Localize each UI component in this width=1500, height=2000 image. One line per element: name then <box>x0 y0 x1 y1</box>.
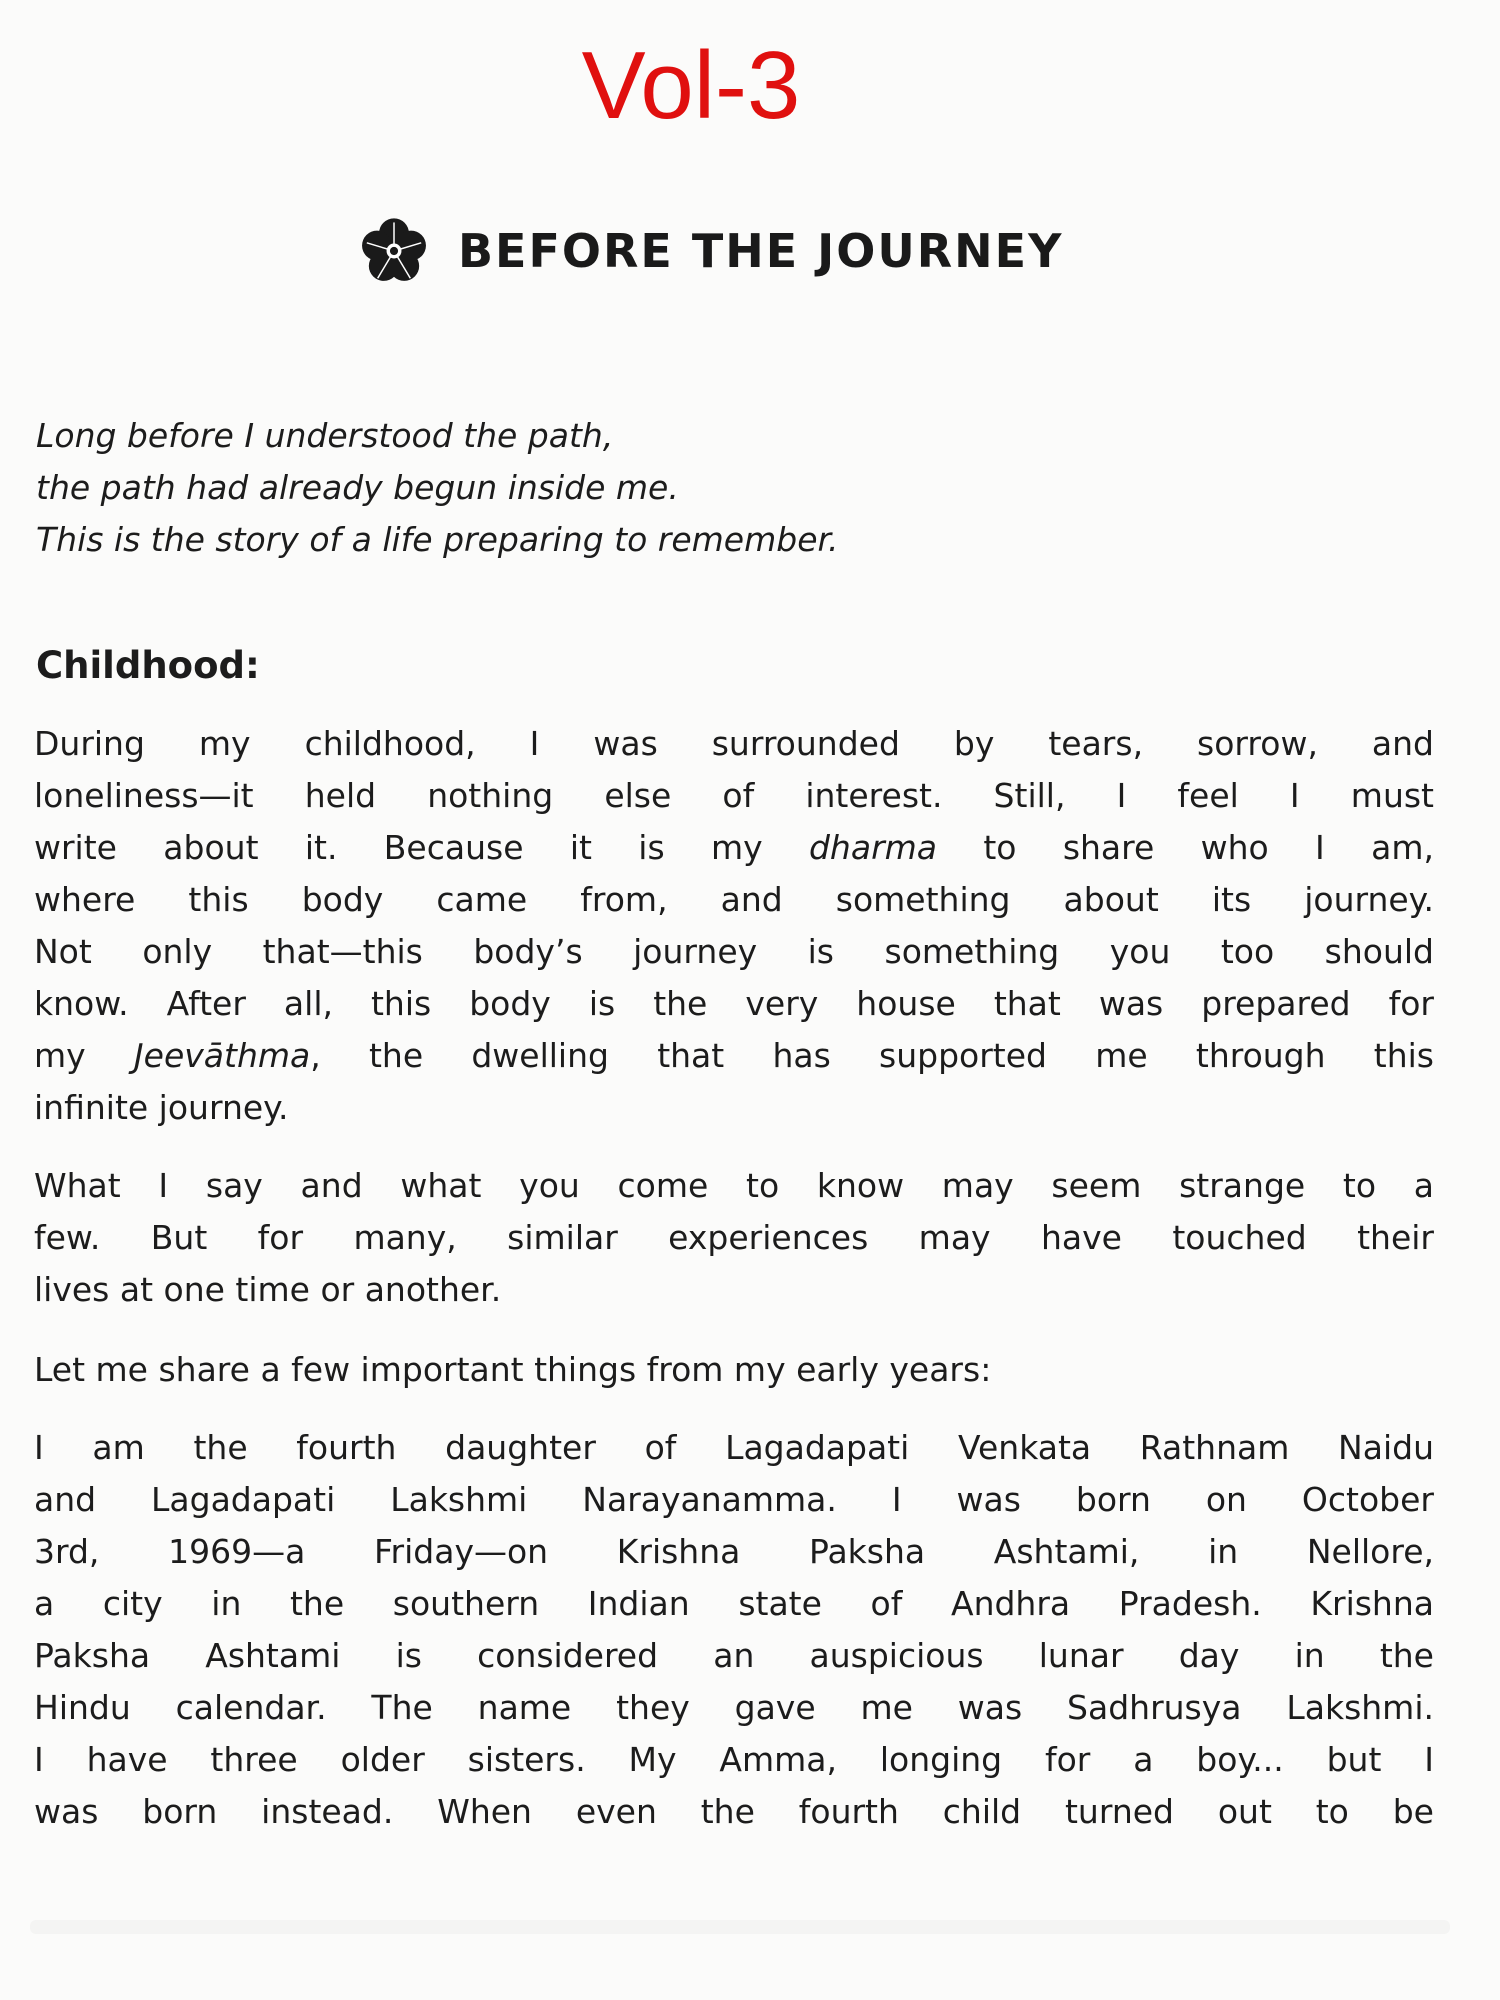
emphasis-jeevathma: Jeevāthma <box>133 1036 311 1075</box>
epigraph-line: the path had already begun inside me. <box>36 468 679 507</box>
text-run: my <box>34 1036 134 1075</box>
text-line: lives at one time or another. <box>34 1270 502 1309</box>
text-line: was born instead. When even the fourth child turned out to be <box>34 1792 1434 1831</box>
paragraph-birth <box>34 1422 1434 1838</box>
text-run: write about it. Because it is my <box>34 828 809 867</box>
text-line: and Lagadapati Lakshmi Narayanamma. I was born on October <box>34 1480 1434 1519</box>
paragraph-strange <box>34 1160 1434 1316</box>
text-run: , the dwelling that has supported me through this <box>310 1036 1434 1075</box>
epigraph <box>36 410 1436 566</box>
epigraph-line: Long before I understood the path, <box>36 416 614 455</box>
paragraph-share <box>34 1344 1434 1396</box>
text-line: During my childhood, I was surrounded by tears, sorrow, and <box>34 724 1434 763</box>
text-line <box>34 1030 1434 1082</box>
text-line <box>34 822 1434 874</box>
text-line: know. After all, this body is the very house that was prepared for <box>34 984 1434 1023</box>
epigraph-line: This is the story of a life preparing to remember. <box>36 520 839 559</box>
text-line: loneliness—it held nothing else of interest. Still, I feel I must <box>34 776 1434 815</box>
chapter-heading <box>360 216 1063 286</box>
text-line: Paksha Ashtami is considered an auspicious lunar day in the <box>34 1636 1434 1675</box>
text-line: where this body came from, and something about its journey. <box>34 880 1434 919</box>
text-line: Not only that—this body’s journey is something you too should <box>34 932 1434 971</box>
text-line: Let me share a few important things from my early years: <box>34 1350 992 1389</box>
text-run: to share who I am, <box>937 828 1434 867</box>
volume-label: Vol-3 <box>581 32 801 139</box>
text-line: few. But for many, similar experiences may have touched their <box>34 1218 1434 1257</box>
text-line: Hindu calendar. The name they gave me was Sadhrusya Lakshmi. <box>34 1688 1434 1727</box>
chapter-title: BEFORE THE JOURNEY <box>458 224 1064 278</box>
text-line: I am the fourth daughter of Lagadapati Venkata Rathnam Naidu <box>34 1428 1434 1467</box>
text-line: I have three older sisters. My Amma, longing for a boy... but I <box>34 1740 1434 1779</box>
section-heading: Childhood: <box>36 644 260 687</box>
emphasis-dharma: dharma <box>808 828 938 867</box>
text-line: What I say and what you come to know may seem strange to a <box>34 1166 1434 1205</box>
show-through-shadow <box>30 1920 1450 1934</box>
text-line: 3rd, 1969—a Friday—on Krishna Paksha Ashtami, in Nellore, <box>34 1532 1434 1571</box>
text-line: infinite journey. <box>34 1088 289 1127</box>
text-line: a city in the southern Indian state of Andhra Pradesh. Krishna <box>34 1584 1434 1623</box>
paragraph-childhood <box>34 718 1434 1134</box>
flower-icon <box>360 217 428 285</box>
